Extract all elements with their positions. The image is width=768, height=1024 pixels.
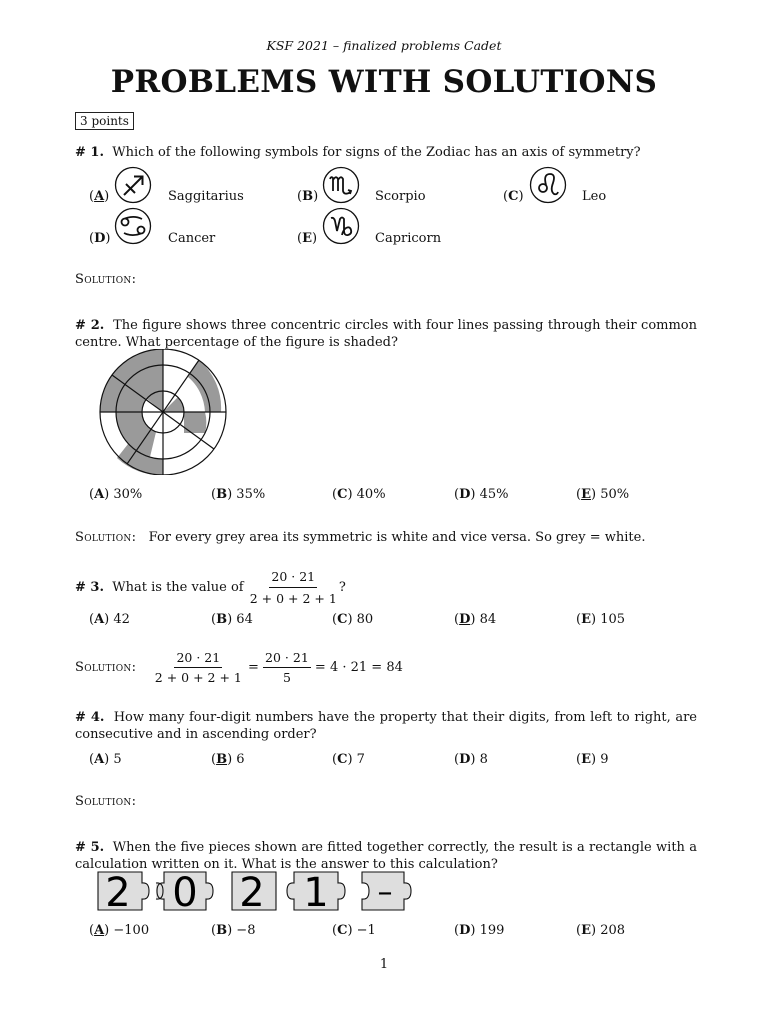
q1-label-a: Saggitarius (168, 189, 244, 204)
solution-label: Solution: (75, 530, 137, 545)
q2-solution (75, 530, 645, 545)
q4-option-a: (A) 5 (89, 752, 122, 767)
question-text: Which of the following symbols for signs of the Zodiac has an axis of symmetry? (112, 145, 641, 160)
q1-label-e: Capricorn (375, 231, 442, 246)
q5-option-d: (D) 199 (454, 923, 505, 938)
q4-solution (75, 794, 136, 809)
solution-label: Solution: (75, 272, 137, 287)
svg-text:0: 0 (172, 870, 198, 914)
capricorn-icon (322, 207, 360, 245)
q1-label-c: Leo (582, 189, 607, 204)
solution-label: Solution: (75, 660, 137, 675)
question-number: # 3. (75, 580, 104, 595)
q5-option-e: (E) 208 (576, 923, 626, 938)
q1-label-b: Scorpio (375, 189, 426, 204)
question-2 (75, 317, 697, 351)
puzzle-piece (232, 870, 276, 914)
puzzle-pieces-figure (94, 868, 414, 914)
q1-option-b: (B) (297, 189, 319, 204)
q3-solution: Solution: $\frac{20 \cdot 21}{2 + 0 + 2 + 1}$ = $\frac{20 \cdot 21}{5}$ = 4 · 21 = 84 (75, 650, 403, 685)
q1-option-d: (D) (89, 231, 111, 246)
solution-text: For every grey area its symmetric is white and vice versa. So grey = white. (148, 530, 646, 545)
puzzle-piece (362, 872, 411, 910)
q3-option-d: (D) 84 (454, 612, 497, 627)
sagittarius-icon (114, 166, 152, 204)
question-3: # 3. What is the value of $\frac{20 \cdot 21}{2 + 0 + 2 + 1}$ ? (75, 569, 346, 606)
question-1 (75, 144, 697, 161)
q4-option-c: (C) 7 (332, 752, 365, 767)
page-number: 1 (379, 957, 389, 972)
q5-option-b: (B) −8 (211, 923, 256, 938)
q4-option-d: (D) 8 (454, 752, 488, 767)
leo-icon (529, 166, 567, 204)
q1-option-e: (E) (297, 231, 318, 246)
q1-label-d: Cancer (168, 231, 216, 246)
q3-option-c: (C) 80 (332, 612, 374, 627)
q3-option-b: (B) 64 (211, 612, 253, 627)
document-header: KSF 2021 – finalized problems Cadet (266, 38, 502, 53)
solution-label: Solution: (75, 794, 137, 809)
q1-option-c: (C) (503, 189, 524, 204)
q4-option-e: (E) 9 (576, 752, 609, 767)
page-title: PROBLEMS WITH SOLUTIONS (110, 64, 658, 100)
q2-option-a: (A) 30% (89, 487, 143, 502)
q2-option-e: (E) 50% (576, 487, 630, 502)
cancer-icon (114, 207, 152, 245)
q2-option-d: (D) 45% (454, 487, 509, 502)
q1-solution (75, 272, 136, 287)
q2-option-b: (B) 35% (211, 487, 266, 502)
question-number: # 4. (75, 710, 105, 725)
question-4 (75, 709, 697, 743)
question-text: How many four-digit numbers have the property that their digits, from left to right, are consecutive and in ascending order? (75, 710, 698, 742)
concentric-circles-figure (95, 349, 231, 475)
svg-text:2: 2 (239, 870, 265, 914)
question-text: When the five pieces shown are fitted together correctly, the result is a rectangle with a calculation written on it. What is the answer to this calculation? (75, 840, 697, 872)
question-number: # 2. (75, 318, 105, 333)
svg-text:1: 1 (303, 870, 329, 914)
q2-option-c: (C) 40% (332, 487, 386, 502)
svg-text:2: 2 (105, 870, 131, 914)
question-number: # 5. (75, 840, 105, 855)
svg-text:–: – (377, 875, 393, 910)
q5-option-c: (C) −1 (332, 923, 376, 938)
q4-option-b: (B) 6 (211, 752, 245, 767)
question-text: The figure shows three concentric circles with four lines passing through their common centre. What percentage of the figure is shaded? (75, 318, 697, 350)
puzzle-piece (98, 870, 149, 914)
q3-option-a: (A) 42 (89, 612, 130, 627)
q5-option-a: (A) −100 (89, 923, 150, 938)
q1-option-a: (A) (89, 189, 110, 204)
points-box: 3 points (75, 112, 134, 130)
question-number: # 1. (75, 145, 104, 160)
scorpio-icon (322, 166, 360, 204)
puzzle-piece (287, 870, 345, 914)
q3-option-e: (E) 105 (576, 612, 626, 627)
puzzle-piece (156, 870, 213, 914)
fraction: $\frac{20 \cdot 21}{2 + 0 + 2 + 1}$ (249, 569, 337, 606)
